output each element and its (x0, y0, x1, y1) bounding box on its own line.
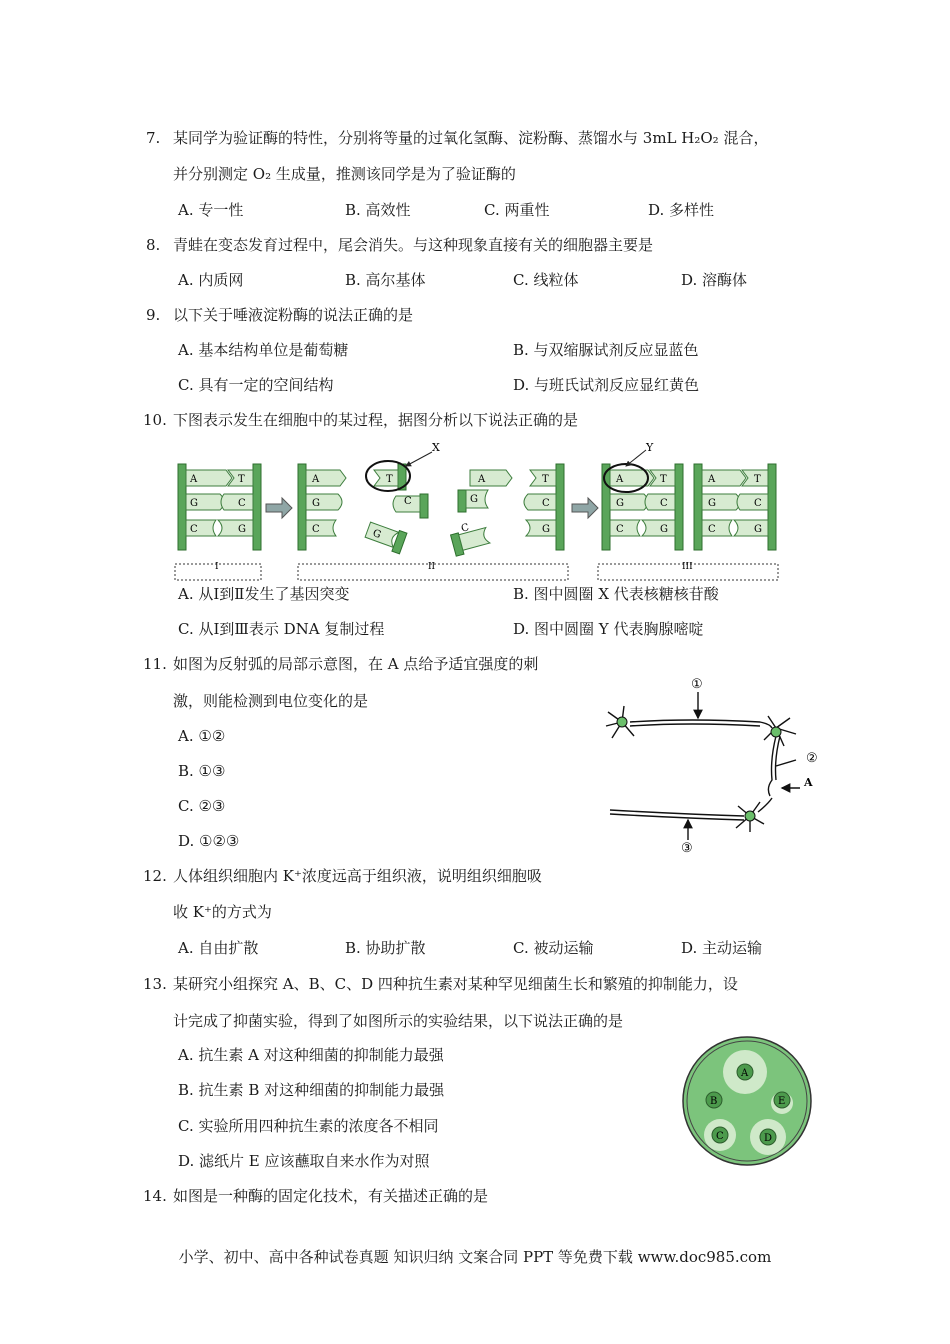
q9-option-c[interactable]: C. 具有一定的空间结构 (178, 376, 334, 394)
q12-stem-line2: 收 K⁺的方式为 (173, 903, 272, 921)
svg-text:C: C (404, 496, 412, 507)
svg-text:C: C (660, 498, 668, 509)
q10-number: 10. (143, 411, 167, 429)
stage-label-3: III (682, 562, 693, 572)
q13-option-d[interactable]: D. 滤纸片 E 应该蘸取自来水作为对照 (178, 1152, 430, 1170)
q8-number: 8. (146, 236, 161, 254)
q11-option-c[interactable]: C. ②③ (178, 797, 226, 815)
q11-number: 11. (143, 655, 167, 673)
q13-stem-line2: 计完成了抑菌实验，得到了如图所示的实验结果，以下说法正确的是 (173, 1012, 624, 1030)
svg-text:A: A (616, 474, 624, 485)
q7-option-c[interactable]: C. 两重性 (484, 201, 550, 219)
svg-text:G: G (708, 498, 716, 509)
q12-number: 12. (143, 867, 167, 885)
petri-dish-figure (678, 1028, 816, 1174)
disc-label-d: D (764, 1133, 773, 1144)
point-a: A (804, 776, 813, 789)
q10-option-b[interactable]: B. 图中圆圈 X 代表核糖核苷酸 (513, 585, 719, 603)
q7-option-b[interactable]: B. 高效性 (345, 201, 411, 219)
svg-text:G: G (616, 498, 624, 509)
base-g: G (190, 498, 198, 509)
q10-option-c[interactable]: C. 从Ⅰ到Ⅲ表示 DNA 复制过程 (178, 620, 385, 638)
svg-text:G: G (754, 524, 762, 535)
page-footer: 小学、初中、高中各种试卷真题 知识归纳 文案合同 PPT 等免费下载 www.doc985.com (178, 1248, 772, 1266)
svg-text:A: A (478, 474, 486, 485)
q10-stem: 下图表示发生在细胞中的某过程，据图分析以下说法正确的是 (173, 411, 579, 429)
svg-text:C: C (754, 498, 762, 509)
q14-number: 14. (143, 1187, 167, 1205)
marker-3: ③ (681, 841, 693, 856)
base-c: C (238, 498, 246, 509)
label-x: X (432, 441, 440, 454)
q13-option-b[interactable]: B. 抗生素 B 对这种细菌的抑制能力最强 (178, 1081, 445, 1099)
disc-label-a: A (741, 1068, 749, 1079)
q7-stem-line2: 并分别测定 O₂ 生成量，推测该同学是为了验证酶的 (173, 165, 516, 183)
base-a: A (190, 474, 198, 485)
q13-number: 13. (143, 975, 167, 993)
q7-stem-line1: 某同学为验证酶的特性，分别将等量的过氧化氢酶、淀粉酶、蒸馏水与 3mL H₂O₂ 混合， (173, 129, 769, 147)
process-arrow-2 (572, 498, 598, 518)
svg-text:G: G (660, 524, 668, 535)
svg-text:C: C (460, 522, 471, 535)
q12-option-a[interactable]: A. 自由扩散 (178, 939, 259, 957)
q11-stem-line1: 如图为反射弧的局部示意图，在 A 点给予适宜强度的刺 (173, 655, 539, 673)
q11-option-a[interactable]: A. ①② (178, 727, 226, 745)
stage-1-dna (178, 464, 261, 550)
q9-number: 9. (146, 306, 161, 324)
q13-option-c[interactable]: C. 实验所用四种抗生素的浓度各不相同 (178, 1117, 439, 1135)
q10-option-d[interactable]: D. 图中圆圈 Y 代表胸腺嘧啶 (513, 620, 704, 638)
process-arrow-1 (266, 498, 292, 518)
base-g2: G (238, 524, 246, 535)
q8-option-d[interactable]: D. 溶酶体 (681, 271, 748, 289)
svg-text:C: C (616, 524, 624, 535)
label-y: Y (646, 441, 654, 454)
q7-option-d[interactable]: D. 多样性 (648, 201, 715, 219)
q9-stem: 以下关于唾液淀粉酶的说法正确的是 (173, 306, 414, 324)
q12-option-c[interactable]: C. 被动运输 (513, 939, 594, 957)
disc-label-b: B (710, 1096, 718, 1107)
q9-option-a[interactable]: A. 基本结构单位是葡萄糖 (178, 341, 349, 359)
q8-option-c[interactable]: C. 线粒体 (513, 271, 579, 289)
stage-label-1: I (215, 562, 219, 572)
q8-option-a[interactable]: A. 内质网 (178, 271, 244, 289)
base-t: T (238, 474, 245, 485)
marker-2: ② (806, 751, 818, 766)
q7-number: 7. (146, 129, 161, 147)
stage-3-dna (602, 441, 776, 550)
svg-text:G: G (371, 527, 383, 541)
stage-label-2: II (428, 562, 436, 572)
q12-stem-line1: 人体组织细胞内 K⁺浓度远高于组织液，说明组织细胞吸 (173, 867, 542, 885)
stage-2-dna (298, 441, 564, 556)
q7-option-a[interactable]: A. 专一性 (178, 201, 244, 219)
svg-text:A: A (708, 474, 716, 485)
marker-1: ① (691, 677, 703, 692)
svg-text:T: T (754, 474, 761, 485)
q14-stem: 如图是一种酶的固定化技术，有关描述正确的是 (173, 1187, 489, 1205)
q10-option-a[interactable]: A. 从Ⅰ到Ⅱ发生了基因突变 (178, 585, 350, 603)
q8-stem: 青蛙在变态发育过程中，尾会消失。与这种现象直接有关的细胞器主要是 (173, 236, 654, 254)
q9-option-b[interactable]: B. 与双缩脲试剂反应显蓝色 (513, 341, 699, 359)
svg-text:G: G (542, 524, 550, 535)
disc-label-c: C (716, 1131, 724, 1142)
q12-option-d[interactable]: D. 主动运输 (681, 939, 763, 957)
base-c2: C (190, 524, 198, 535)
svg-text:T: T (542, 474, 549, 485)
svg-text:C: C (542, 498, 550, 509)
q9-option-d[interactable]: D. 与班氏试剂反应显红黄色 (513, 376, 700, 394)
svg-text:G: G (470, 494, 478, 505)
svg-text:C: C (312, 524, 320, 535)
q11-stem-line2: 激，则能检测到电位变化的是 (173, 692, 369, 710)
svg-text:A: A (312, 474, 320, 485)
svg-text:C: C (708, 524, 716, 535)
q13-option-a[interactable]: A. 抗生素 A 对这种细菌的抑制能力最强 (178, 1046, 444, 1064)
q11-option-d[interactable]: D. ①②③ (178, 832, 240, 850)
disc-label-e: E (778, 1096, 786, 1107)
q13-stem-line1: 某研究小组探究 A、B、C、D 四种抗生素对某种罕见细菌生长和繁殖的抑制能力，设 (173, 975, 738, 993)
dna-replication-figure (170, 438, 790, 586)
svg-text:T: T (386, 474, 393, 485)
q12-option-b[interactable]: B. 协助扩散 (345, 939, 426, 957)
q8-option-b[interactable]: B. 高尔基体 (345, 271, 426, 289)
reflex-arc-figure (600, 670, 830, 856)
svg-text:T: T (660, 474, 667, 485)
svg-text:G: G (312, 498, 320, 509)
q11-option-b[interactable]: B. ①③ (178, 762, 226, 780)
